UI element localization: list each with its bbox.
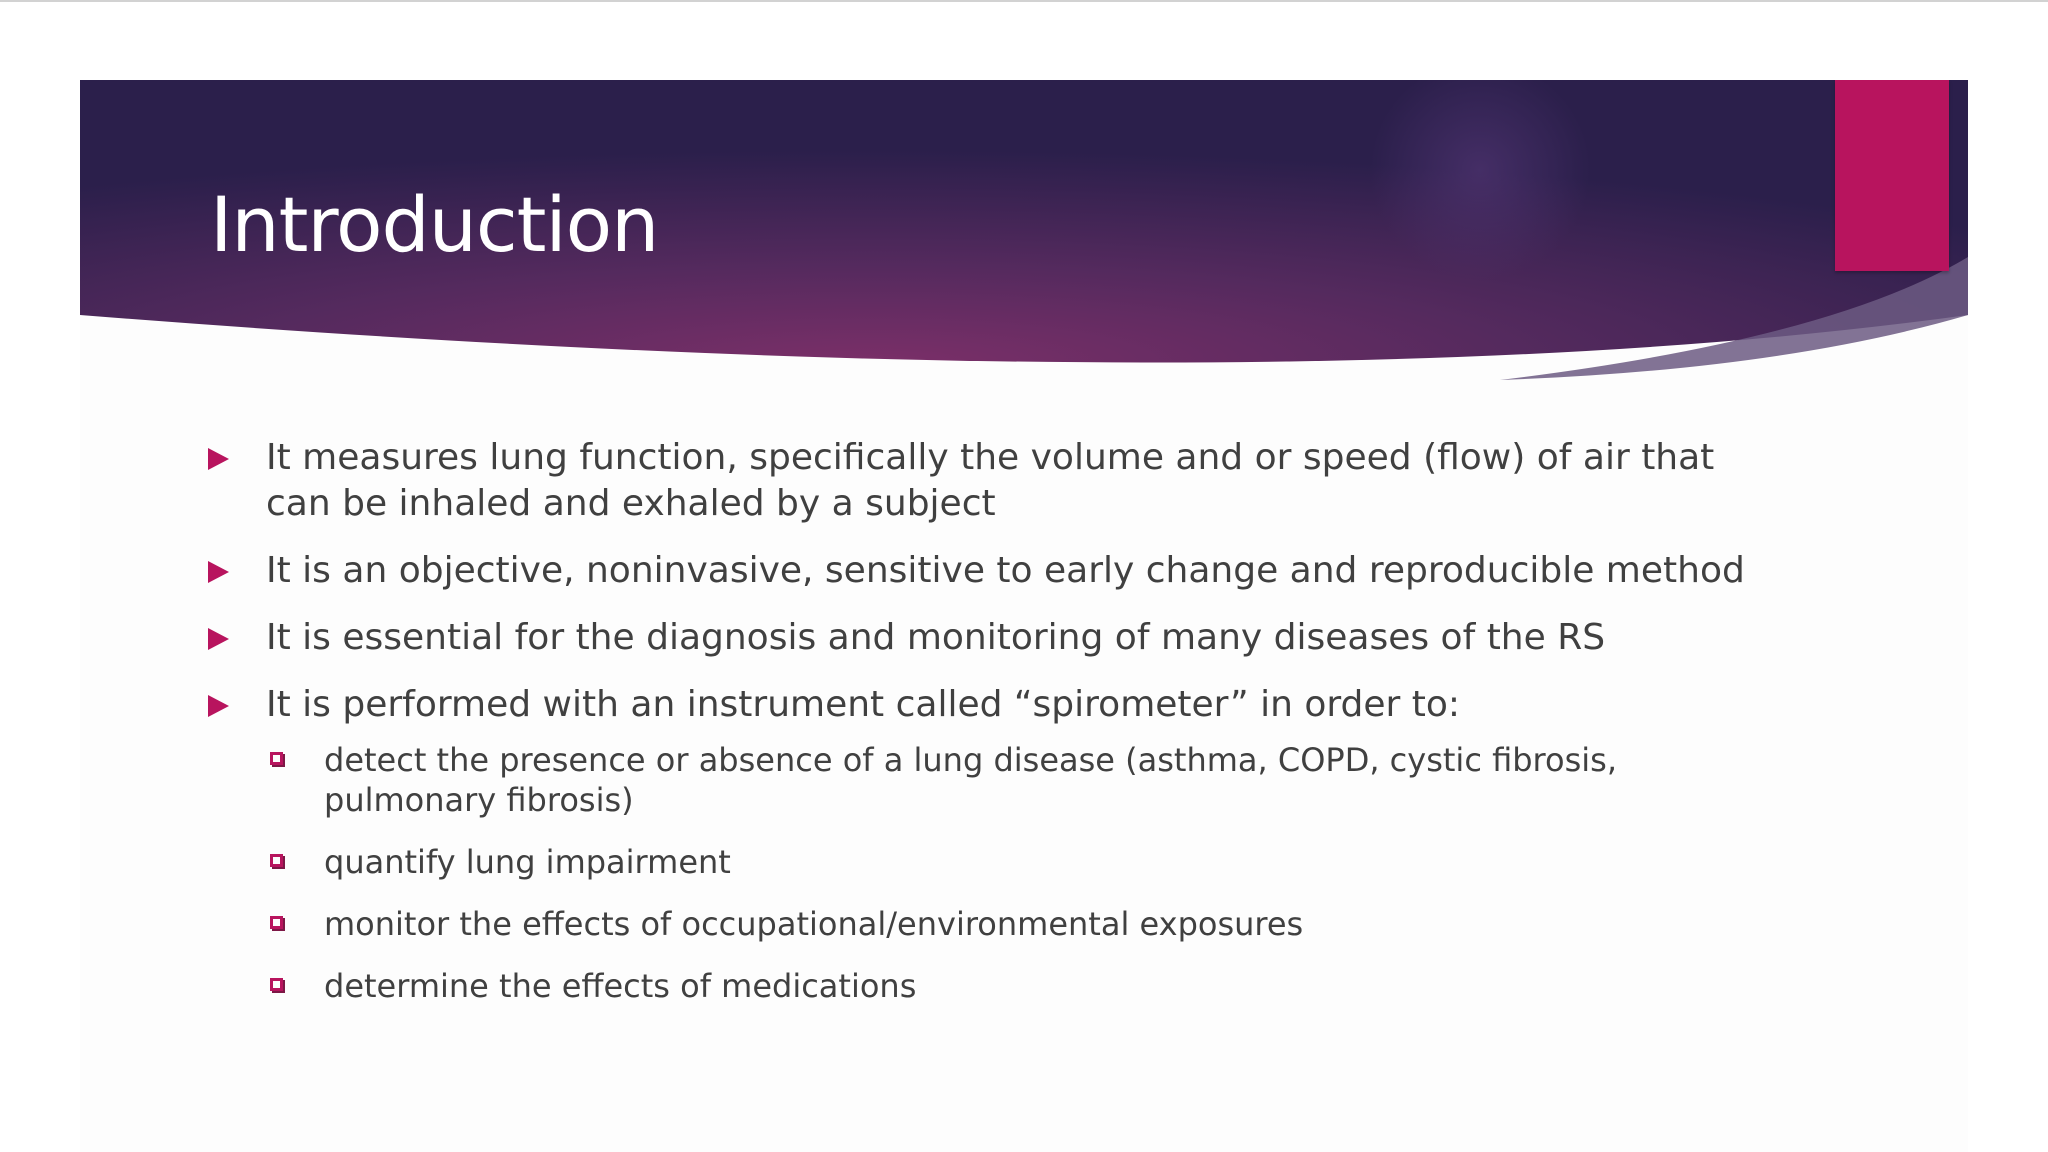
bullet-list <box>208 435 1768 728</box>
bullet-text: It measures lung function, specifically the volume and or speed (flow) of air that can be inhaled and exhaled by a subject <box>266 437 1715 524</box>
sub-bullet-item <box>268 966 1768 1006</box>
triangle-right-icon <box>208 695 229 717</box>
slide-canvas <box>80 80 1968 1152</box>
sub-bullet-item <box>268 740 1768 820</box>
triangle-right-icon <box>208 561 229 583</box>
sub-bullet-text: quantify lung impairment <box>324 843 731 881</box>
bullet-item <box>208 548 1768 594</box>
triangle-right-icon <box>208 448 229 470</box>
sub-bullet-item <box>268 904 1768 944</box>
hollow-square-icon <box>270 854 283 867</box>
bullet-item <box>208 435 1768 527</box>
sub-bullet-item <box>268 842 1768 882</box>
hollow-square-icon <box>270 752 283 765</box>
bullet-item <box>208 615 1768 661</box>
hollow-square-icon <box>270 916 283 929</box>
bullet-text: It is performed with an instrument called “spirometer” in order to: <box>266 684 1461 725</box>
slide-body <box>208 435 1768 1028</box>
accent-tab <box>1835 80 1949 271</box>
slide-title: Introduction <box>210 180 659 269</box>
window-top-border <box>0 0 2048 2</box>
sub-bullet-text: determine the effects of medications <box>324 967 917 1005</box>
triangle-right-icon <box>208 628 229 650</box>
sub-bullet-text: monitor the effects of occupational/environmental exposures <box>324 905 1304 943</box>
sub-bullet-text: detect the presence or absence of a lung disease (asthma, COPD, cystic fibrosis, pulmonary fibrosis) <box>324 741 1617 819</box>
bullet-text: It is essential for the diagnosis and monitoring of many diseases of the RS <box>266 617 1606 658</box>
bullet-text: It is an objective, noninvasive, sensitive to early change and reproducible method <box>266 550 1745 591</box>
bullet-item <box>208 682 1768 728</box>
hollow-square-icon <box>270 978 283 991</box>
sub-bullet-list <box>268 740 1768 1006</box>
